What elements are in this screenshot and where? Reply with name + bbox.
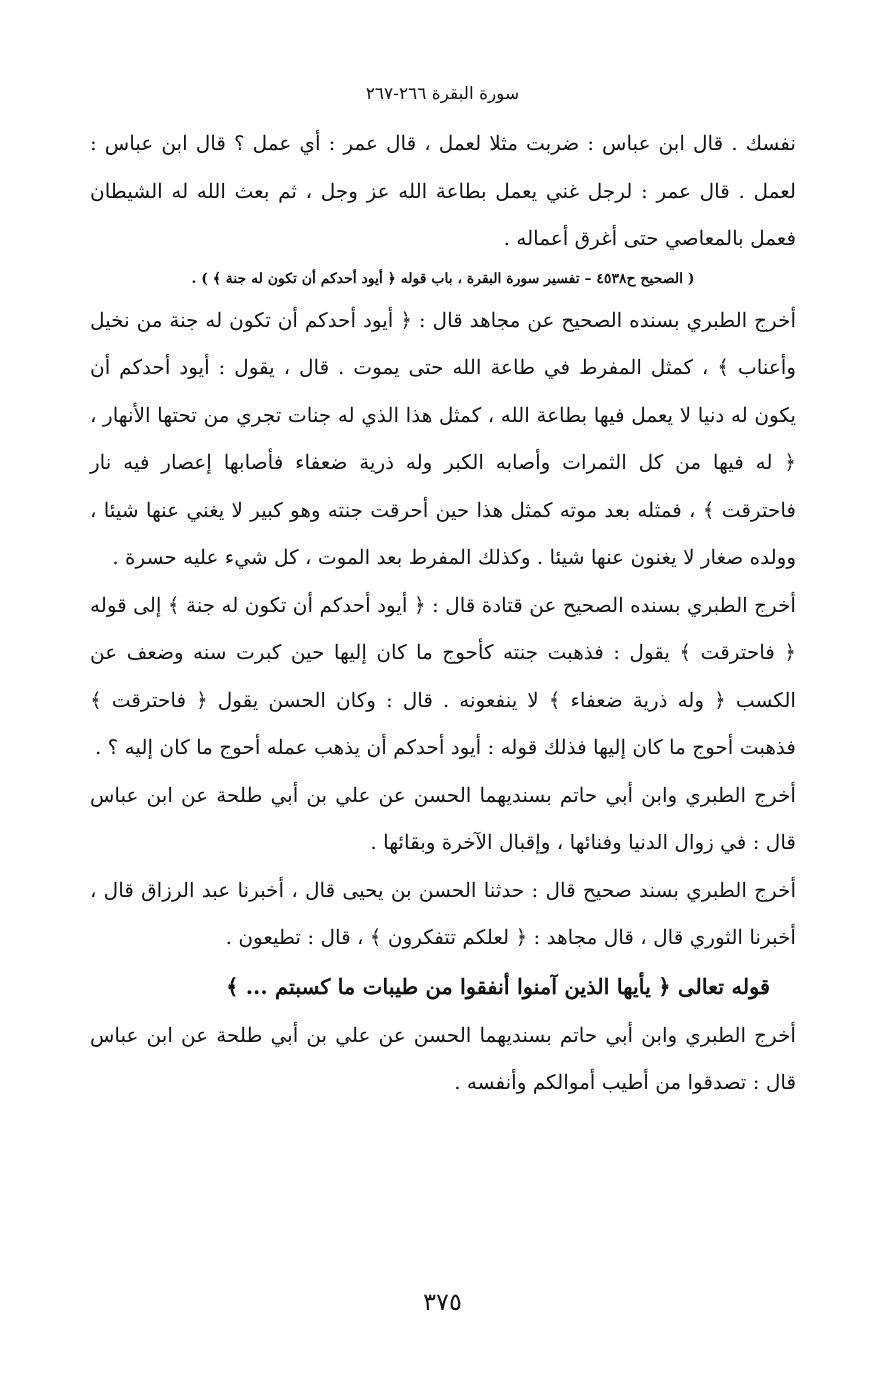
running-header: سورة البقرة ٢٦٦-٢٦٧ xyxy=(365,84,520,104)
paragraph-5: أخرج الطبري بسند صحيح قال : حدثنا الحسن بن يحيى قال ، أخبرنا عبد الرزاق قال ، أخبرنا الثوري قال ، قال مجاهد : ﴿ لعلكم تتفكرون ﴾ ، قال : تطيعون . xyxy=(90,877,796,949)
page-number: ٣٧٥ xyxy=(423,1288,462,1316)
reference-note: ( الصحيح ح٤٥٣٨ – تفسير سورة البقرة ، باب قوله ﴿ أيود أحدكم أن تكون له جنة ﴾ ) . xyxy=(191,270,695,287)
paragraph-6: أخرج الطبري وابن أبي حاتم بسنديهما الحسن عن علي بن أبي طلحة عن ابن عباس قال : تصدقوا من أطيب أموالكم وأنفسه . xyxy=(90,1022,796,1094)
paragraph-2: أخرج الطبري بسنده الصحيح عن مجاهد قال : ﴿ أيود أحدكم أن تكون له جنة من نخيل وأعناب ﴾ ، كمثل المفرط في طاعة الله حتى يموت . قال ، يقول : أيود أحدكم أن يكون له دنيا لا يعمل فيها بطاعة الله ، كمثل هذا الذي له جنات تجري من تحتها الأنهار ، ﴿ له فيها من كل الثمرات وأصابه الكبر وله ذرية ضعفاء فأصابها إعصار فيه نار فاحترقت ﴾ ، فمثله بعد موته كمثل هذا حين أحرقت جنته وهو كبير لا يغني عنها شيئا ، وولده صغار لا يغنون عنها شيئا . وكذلك المفرط بعد الموت ، كل شيء عليه حسرة . xyxy=(90,307,796,569)
paragraph-1: نفسك . قال ابن عباس : ضربت مثلا لعمل ، قال عمر : أي عمل ؟ قال ابن عباس : لعمل . قال عمر : لرجل غني يعمل بطاعة الله عز وجل ، ثم بعث الله له الشيطان فعمل بالمعاصي حتى أغرق أعماله . xyxy=(90,131,796,250)
page-body xyxy=(90,120,796,1107)
paragraph-4: أخرج الطبري وابن أبي حاتم بسنديهما الحسن عن علي بن أبي طلحة عن ابن عباس قال : في زوال الدنيا وفنائها ، وإقبال الآخرة وبقائها . xyxy=(90,782,796,854)
section-heading: قوله تعالى ﴿ يأيها الذين آمنوا أنفقوا من طيبات ما كسبتم ... ﴾ xyxy=(226,973,770,999)
paragraph-3: أخرج الطبري بسنده الصحيح عن قتادة قال : ﴿ أيود أحدكم أن تكون له جنة ﴾ إلى قوله ﴿ فاحترقت ﴾ يقول : فذهبت جنته كأحوج ما كان إليها حين كبرت سنه وضعف عن الكسب ﴿ وله ذرية ضعفاء ﴾ لا ينفعونه . قال : وكان الحسن يقول ﴿ فاحترقت ﴾ فذهبت أحوج ما كان إليها فذلك قوله : أيود أحدكم أن يذهب عمله أحوج ما كان إليه ؟ . xyxy=(90,592,797,759)
